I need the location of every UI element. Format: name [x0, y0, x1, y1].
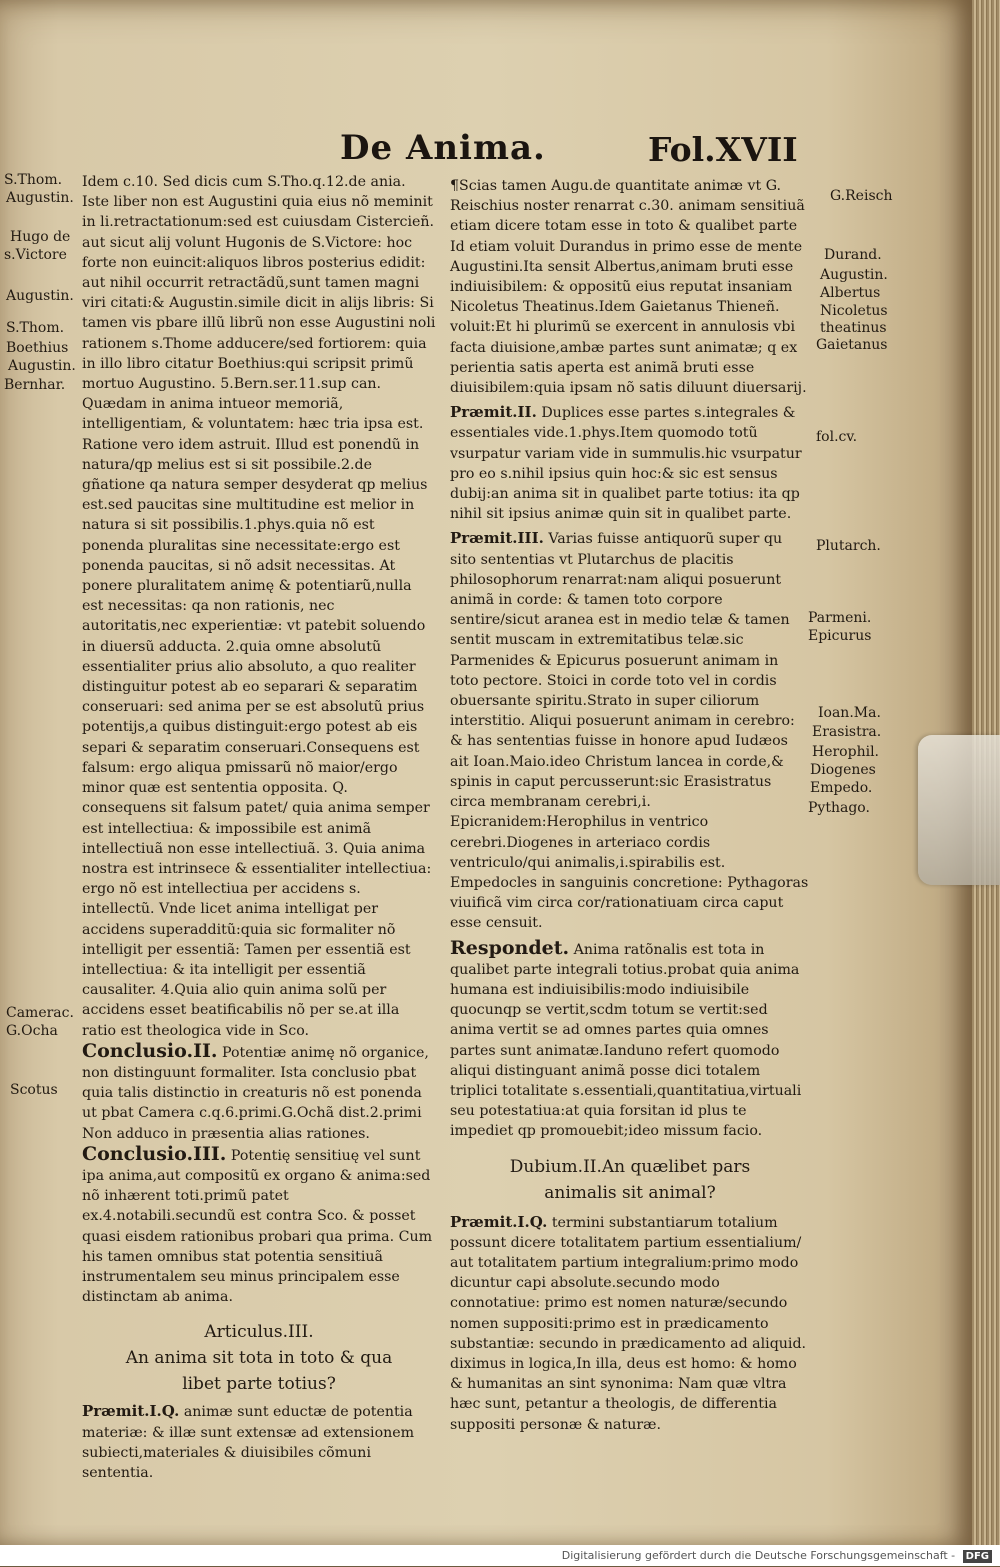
praemittendum-text: Varias fuisse antiquorũ super qu sito sententias vt Plutarchus de placitis philosophorum renarrat:nam aliqui posuerunt animã in corde: & tamen toto corpore sentire/sicut aranea est in medio telæ & tamen sentit muscam in extremitatibus telæ.sic Parmenides & Epicurus posuerunt animam in toto pectore. Stoici in corde toto vel in cordis obuersante spiritu.Strato in super ciliorum interstitio. Aliqui posuerunt animam in cerebro: & has sententias fuisse in honore apud Iudæos ait Ioan.Maio.ideo Christum lancea in corde,& spinis in caput percusserunt:sic Erasistratus circa membranam cerebri,i. Epicranidem:Herophilus in ventrico cerebri.Diogenes in arteriaco cordis ventriculo/qui animalis,i.spirabilis est. Empedocles in sanguinis concretione: Pythagoras viuificã vim circa cor/rationatiuam circa caput esse censuit. — [450, 531, 809, 932]
margin-note: Scotus — [10, 1082, 58, 1098]
conclusion-3 — [82, 1144, 436, 1308]
margin-note: theatinus — [820, 320, 887, 336]
margin-note: Plutarch. — [816, 538, 881, 554]
margin-note: Augustin. — [820, 267, 888, 283]
margin-note: Parmeni. — [808, 610, 872, 626]
conclusion-label: Conclusio.III. — [82, 1142, 227, 1165]
dfg-logo: DFG — [963, 1550, 992, 1563]
responsio — [450, 938, 810, 1142]
margin-note: Pythago. — [808, 800, 870, 816]
digitization-footer — [0, 1545, 1000, 1566]
respondet-text: Anima ratõnalis est tota in qualibet parte integrali totius.probat quia anima humana est indiuisibilis:modo indiuisibile quocunqp se vertit,scdm totum se vertit:sed anima vertit se ad omnes partes quia omnes partes sunt animatæ.Ianduno refert quomodo aliqui distinguant animã posse dici totalem triplici totalitate s.essentiali,quantitatiua,virtuali seu potestatiua:at quia forsitan id plus te impediet qp promouebit;ideo missum facio. — [450, 941, 802, 1140]
dubium-title: Dubium.II.An quælibet pars — [509, 1156, 751, 1177]
left-text-column — [82, 172, 436, 1483]
margin-note: Albertus — [820, 285, 881, 301]
margin-note: Augustin. — [6, 190, 74, 206]
praemittendum-label: Præmit.I.Q. — [450, 1212, 548, 1231]
conclusion-text: Potentiæ animę nõ organice, non distinguunt formaliter. Ista conclusio pbat quia talis distinctio in creaturis nõ est ponenda ut pbat Camera c.q.6.primi.G.Ochã dist.2.primi Non adduco in præsentia alias rationes. — [82, 1044, 429, 1142]
praemittendum-label: Præmit.II. — [450, 403, 537, 422]
paragraph: Idem c.10. Sed dicis cum S.Tho.q.12.de ania. Iste liber non est Augustini quia eius nõ meminit in li.retractationum:sed est cuiusdam Cistercieñ. aut sicut alij volunt Hugonis de S.Victore: hoc forte non euincit:aliquos libros posterius edidit: aut nihil occurrit retractãdũ,sunt tamen magni viri citati:& Augustin.simile dicit in alijs libris: Si tamen vis pbare illũ librũ non esse Augustini noli rationem s.Thome adducere/sed fortiorem: quia in illo libro citatur Boethius:qui scripsit primũ mortuo Augustino. 5.Bern.ser.11.sup can. Quædam in anima intueor memoriã, intelligentiam, & voluntatem: hæc tria ipsa est. — [82, 174, 436, 433]
margin-note: s.Victore — [4, 247, 67, 263]
praemittendum-label: Præmit.I.Q. — [82, 1402, 180, 1421]
margin-note: Empedo. — [810, 780, 873, 796]
margin-note: fol.cv. — [816, 429, 858, 445]
margin-note: Erasistra. — [812, 724, 882, 740]
conclusion-2 — [82, 1041, 436, 1144]
page-tab-marker — [918, 735, 1000, 885]
margin-note: Diogenes — [810, 762, 876, 778]
margin-note: Augustin. — [8, 358, 76, 374]
paragraph: Ratione vero idem astruit. Illud est ponendũ in natura/qp melius est si sit possibile.2.de gñatione qa natura semper desyderat qp melius est.sed paucitas sine multitudine est melior in natura si sit possibilis.1.phys.quia nõ est ponenda pluralitas sine necessitate:ergo est ponenda paucitas, si nõ adsit necessitas. At ponere pluralitatem animę & potentiarũ,nulla est necessitas: qa non rationis, nec autoritatis,nec experientiæ: vt patebit soluendo in diuersũ adducta. 2.quia omne absolutũ essentialiter prius alio absoluto, a quo realiter distinguitur potest ab eo separari & separatim conseruari: sed anima per se est absolutũ prius potentijs,a quibus distinguit:ergo potest ab eis separi & separatim conseruari.Consequens est falsum: ergo aliqua pmissarũ nõ maior/ergo minor quæ est sententia opposita. Q. consequens sit falsum patet/ quia anima semper est intellectiua: & impossibile est animã intellectiuã non esse intellectiuã. 3. Quia anima nostra est intrinsece & essentialiter intellectiua: ergo nõ est intellectiua per accidens s. intellectũ. Vnde licet anima intelligat per accidens superadditũ:quia sic formaliter nõ intelligit per essentiã: Tamen per essentiã est intellectiua: & ita intelligit per essentiã causaliter. 4.Quia alio quin anima solũ per accidens esset beatificabilis nõ per se.at illa ratio est theologica vide in Sco. — [82, 436, 432, 1039]
dubium-title: animalis sit animal? — [544, 1182, 716, 1203]
praemittendum-text: termini substantiarum totalium possunt dicere totalitatem partium essentialium/ aut totalitatem partium integralium:primo modo dicuntur capi absolute.secundo modo connotatiue: primo est nomen naturæ/secundo nomen suppositi:primo est in prædicamento substantiæ: secundo in prædicamento ad aliquid. diximus in logica,In illa, deus est homo: & homo & humanitas an sint synonima: Nam quæ vltra hæc sunt, petantur a theologis, de differentia suppositi personæ & naturæ. — [450, 1214, 807, 1433]
margin-note: G.Reisch — [830, 188, 893, 204]
dubium-heading — [450, 1154, 810, 1206]
praemittendum-1-right — [450, 1212, 810, 1435]
praemittendum-text: Duplices esse partes s.integrales & essentiales vide.1.phys.Item quomodo totũ vsurpatur variam vide in summulis.hic vsurpatur pro eo s.nihil ipsius quin hoc:& sic est sensus dubij:an anima sit in qualibet parte totius: ita qp nihil sit ipsius animæ quin sit in qualibet parte. — [450, 405, 802, 523]
praemittendum-2 — [450, 402, 810, 524]
respondet-label: Respondet. — [450, 936, 570, 959]
article-question: libet parte totius? — [182, 1374, 336, 1395]
article-question: An anima sit tota in toto & qua — [125, 1348, 393, 1369]
margin-note: S.Thom. — [4, 172, 63, 188]
margin-note: Camerac. — [6, 1005, 74, 1021]
margin-note: Epicurus — [808, 628, 872, 644]
praemittendum-label: Præmit.III. — [450, 529, 544, 548]
margin-note: Gaietanus — [816, 337, 888, 353]
margin-note: Durand. — [824, 247, 882, 263]
article-heading — [82, 1319, 436, 1397]
margin-note: S.Thom. — [6, 320, 65, 336]
right-text-column — [450, 176, 810, 1435]
praemittendum-1 — [82, 1401, 436, 1483]
praemittendum-3 — [450, 528, 810, 933]
paragraph: ¶Scias tamen Augu.de quantitate animæ vt G. Reischius noster renarrat c.30. animam sensitiuã etiam dicere totam esse in toto & qualibet parte Id etiam voluit Durandus in primo esse de mente Augustini.Ita sensit Albertus,animam bruti esse indiuisibilem: & oppositũ eius reputat insaniam Nicoletus Theatinus.Idem Gaietanus Thieneñ. voluit:Et hi plurimũ se exercent in annulosis vbi facta diuisione,ambæ partes sunt animatæ; q ex perientia satis aperta est animã bruti esse diuisibilem:quia ipsam nõ satis diluunt diuersarij. — [450, 178, 807, 397]
conclusion-label: Conclusio.II. — [82, 1039, 218, 1062]
praemittendum-text: animæ sunt eductæ de potentia materiæ: & illæ sunt extensæ ad extensionem subiecti,materiales & diuisibiles cõmuni sententia. — [82, 1404, 415, 1481]
margin-note: Boethius — [6, 340, 69, 356]
margin-note: Augustin. — [6, 288, 74, 304]
margin-note: Nicoletus — [820, 303, 888, 319]
folio-number: Fol.XVII — [648, 130, 798, 169]
margin-note: Bernhar. — [4, 377, 66, 393]
article-title: Articulus.III. — [204, 1322, 314, 1343]
running-title: De Anima. — [340, 128, 546, 168]
margin-note: Hugo de — [10, 229, 71, 245]
margin-note: Ioan.Ma. — [818, 705, 881, 721]
margin-note: Herophil. — [812, 744, 879, 760]
margin-note: G.Ocha — [6, 1023, 58, 1039]
conclusion-text: Potentię sensitiuę vel sunt ipa anima,aut compositũ ex organo & anima:sed nõ inhærent toti.primũ patet ex.4.notabili.secundũ est contra Sco. & posset quasi eisdem rationibus probari qua prima. Cum his tamen omnibus stat potentia sensitiuã instrumentalem seu minus principalem esse distinctam ab anima. — [82, 1147, 433, 1306]
footer-text: Digitalisierung gefördert durch die Deutsche Forschungsgemeinschaft - — [561, 1549, 956, 1562]
